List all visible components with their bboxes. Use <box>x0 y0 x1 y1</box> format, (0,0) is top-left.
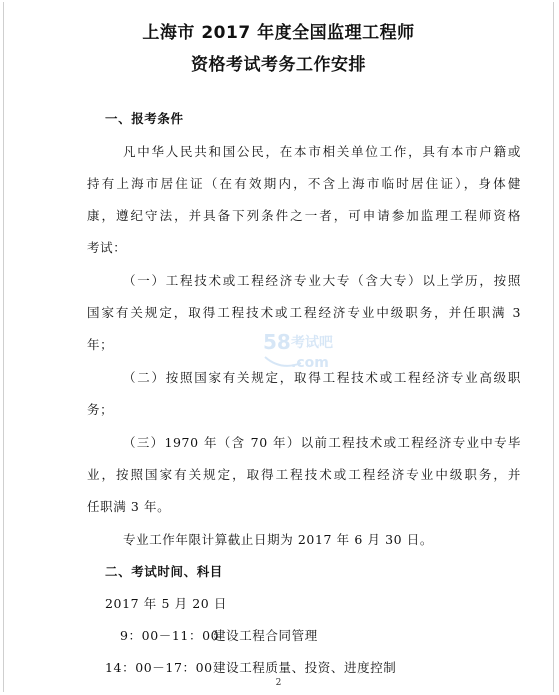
paragraph-line: 持有上海市居住证（在有效期内，不含上海市临时居住证），身体健 <box>87 176 521 191</box>
paragraph-line: 康，遵纪守法，并具备下列条件之一者，可申请参加监理工程师资格 <box>87 208 521 223</box>
schedule-time: 14：00－17：00 <box>105 660 213 675</box>
page-number: 2 <box>275 678 282 688</box>
watermark-number: 58 <box>263 330 291 354</box>
schedule-time: 9：00－11：00 <box>120 628 220 643</box>
condition-2-line: 务； <box>87 402 114 417</box>
watermark-text-bottom: .com <box>291 355 329 371</box>
condition-1-line: （一）工程技术或工程经济专业大专（含大专）以上学历，按照 <box>123 273 521 288</box>
paragraph-line: 考试： <box>87 240 127 255</box>
condition-3-line: 任职满 3 年。 <box>87 499 171 514</box>
condition-3-line: 业，按照国家有关规定，取得工程技术或工程经济专业中级职务，并 <box>87 467 521 482</box>
condition-3-line: （三）1970 年（含 70 年）以前工程技术或工程经济专业中专毕 <box>123 435 521 450</box>
document-title-line1: 上海市 2017 年度全国监理工程师 <box>142 23 415 43</box>
schedule-subject: 建设工程质量、投资、进度控制 <box>213 660 397 675</box>
document-page <box>3 2 554 692</box>
document-title-line2: 资格考试考务工作安排 <box>191 55 366 75</box>
paragraph-line: 凡中华人民共和国公民，在本市相关单位工作，具有本市户籍或 <box>123 144 521 159</box>
condition-1-line: 国家有关规定，取得工程技术或工程经济专业中级职务，并任职满 3 <box>87 305 521 320</box>
watermark-text-top: 考试吧 <box>291 335 333 351</box>
deadline-note: 专业工作年限计算截止日期为 2017 年 6 月 30 日。 <box>123 532 434 547</box>
schedule-date: 2017 年 5 月 20 日 <box>105 596 228 611</box>
section2-heading: 二、考试时间、科目 <box>105 564 223 579</box>
section1-heading: 一、报考条件 <box>105 111 184 126</box>
condition-2-line: （二）按照国家有关规定，取得工程技术或工程经济专业高级职 <box>123 370 521 385</box>
condition-1-line: 年； <box>87 337 114 352</box>
schedule-subject: 建设工程合同管理 <box>213 628 318 643</box>
